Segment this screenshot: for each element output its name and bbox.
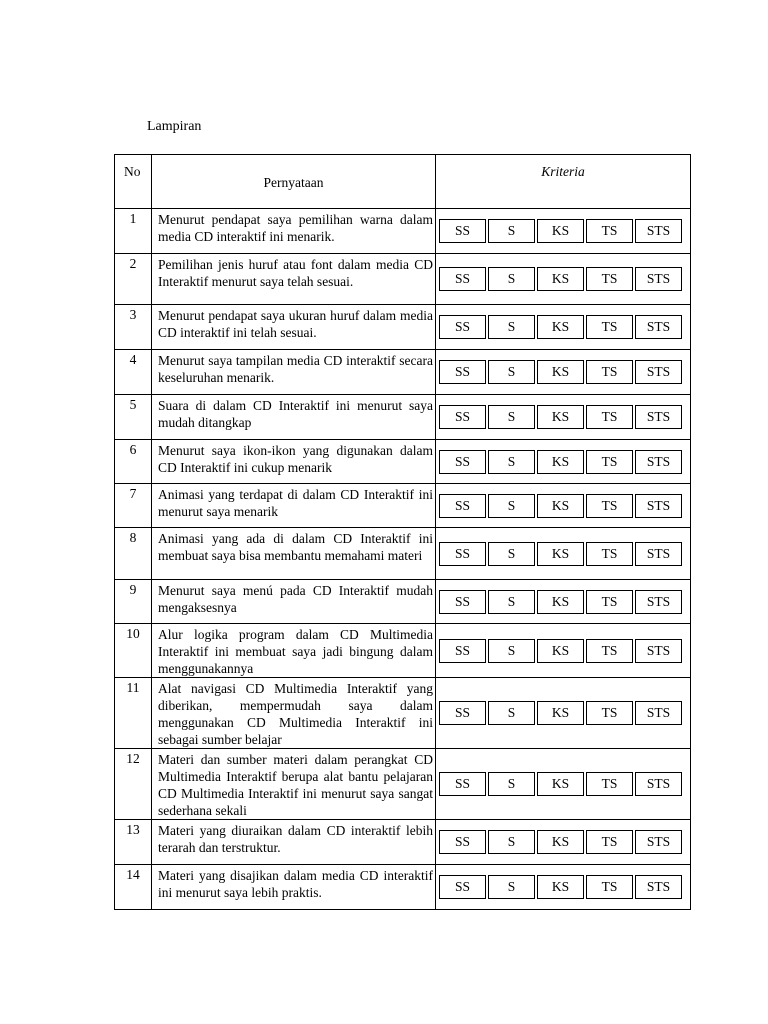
option-box-s[interactable]: S (488, 542, 535, 566)
row-number: 13 (115, 820, 152, 865)
row-number: 9 (115, 580, 152, 624)
row-number: 14 (115, 865, 152, 910)
criteria-cell (436, 209, 691, 254)
criteria-cell (436, 350, 691, 395)
question-row (115, 440, 691, 484)
option-box-s[interactable]: S (488, 267, 535, 291)
option-box-s[interactable]: S (488, 875, 535, 899)
statement-text: Animasi yang ada di dalam CD Interaktif ini membuat saya bisa membantu memahami materi (152, 528, 436, 580)
option-box-ks[interactable]: KS (537, 315, 584, 339)
option-box-ks[interactable]: KS (537, 875, 584, 899)
questionnaire-table (114, 154, 691, 910)
row-number: 3 (115, 305, 152, 350)
row-number: 4 (115, 350, 152, 395)
criteria-cell (436, 305, 691, 350)
question-row (115, 820, 691, 865)
statement-text: Alur logika program dalam CD Multimedia Interaktif ini membuat saya jadi bingung dalam menggunakannya (152, 624, 436, 678)
option-box-s[interactable]: S (488, 590, 535, 614)
option-box-ts[interactable]: TS (586, 450, 633, 474)
option-box-ss[interactable]: SS (439, 590, 486, 614)
option-box-s[interactable]: S (488, 450, 535, 474)
option-box-sts[interactable]: STS (635, 219, 682, 243)
option-box-sts[interactable]: STS (635, 405, 682, 429)
option-box-ks[interactable]: KS (537, 494, 584, 518)
criteria-cell (436, 528, 691, 580)
option-box-ss[interactable]: SS (439, 772, 486, 796)
statement-text: Animasi yang terdapat di dalam CD Interaktif ini menurut saya menarik (152, 484, 436, 528)
option-box-ts[interactable]: TS (586, 494, 633, 518)
option-box-sts[interactable]: STS (635, 494, 682, 518)
option-box-ks[interactable]: KS (537, 450, 584, 474)
question-row (115, 484, 691, 528)
question-row (115, 865, 691, 910)
option-box-ts[interactable]: TS (586, 875, 633, 899)
row-number: 7 (115, 484, 152, 528)
criteria-options (436, 542, 690, 566)
statement-text: Menurut saya ikon-ikon yang digunakan dalam CD Interaktif ini cukup menarik (152, 440, 436, 484)
option-box-ts[interactable]: TS (586, 772, 633, 796)
question-row (115, 528, 691, 580)
criteria-options (436, 701, 690, 725)
option-box-sts[interactable]: STS (635, 360, 682, 384)
option-box-ss[interactable]: SS (439, 701, 486, 725)
row-number: 6 (115, 440, 152, 484)
row-number: 2 (115, 254, 152, 305)
option-box-ts[interactable]: TS (586, 219, 633, 243)
option-box-ts[interactable]: TS (586, 360, 633, 384)
header-no: No (115, 155, 152, 209)
header-criteria: Kriteria (436, 155, 691, 209)
option-box-ts[interactable]: TS (586, 542, 633, 566)
criteria-cell (436, 865, 691, 910)
option-box-ks[interactable]: KS (537, 639, 584, 663)
option-box-ss[interactable]: SS (439, 639, 486, 663)
question-row (115, 350, 691, 395)
criteria-cell (436, 624, 691, 678)
criteria-options (436, 590, 690, 614)
criteria-options (436, 639, 690, 663)
criteria-options (436, 772, 690, 796)
criteria-options (436, 450, 690, 474)
option-box-ks[interactable]: KS (537, 360, 584, 384)
option-box-ks[interactable]: KS (537, 772, 584, 796)
option-box-ts[interactable]: TS (586, 315, 633, 339)
option-box-sts[interactable]: STS (635, 450, 682, 474)
statement-text: Menurut pendapat saya pemilihan warna dalam media CD interaktif ini menarik. (152, 209, 436, 254)
statement-text: Materi yang diuraikan dalam CD interaktif lebih terarah dan terstruktur. (152, 820, 436, 865)
option-box-s[interactable]: S (488, 772, 535, 796)
criteria-options (436, 405, 690, 429)
criteria-cell (436, 484, 691, 528)
header-row (115, 155, 691, 209)
option-box-s[interactable]: S (488, 639, 535, 663)
option-box-ks[interactable]: KS (537, 219, 584, 243)
question-row (115, 624, 691, 678)
option-box-ss[interactable]: SS (439, 405, 486, 429)
option-box-ts[interactable]: TS (586, 830, 633, 854)
option-box-ss[interactable]: SS (439, 360, 486, 384)
statement-text: Alat navigasi CD Multimedia Interaktif yang diberikan, mempermudah saya dalam menggunakan CD Multimedia Interaktif ini sebagai sumber belajar (152, 678, 436, 749)
option-box-sts[interactable]: STS (635, 772, 682, 796)
option-box-ts[interactable]: TS (586, 701, 633, 725)
option-box-ss[interactable]: SS (439, 875, 486, 899)
option-box-ks[interactable]: KS (537, 701, 584, 725)
option-box-ts[interactable]: TS (586, 267, 633, 291)
criteria-options (436, 267, 690, 291)
option-box-ss[interactable]: SS (439, 267, 486, 291)
option-box-ks[interactable]: KS (537, 830, 584, 854)
criteria-options (436, 494, 690, 518)
question-row (115, 254, 691, 305)
criteria-options (436, 875, 690, 899)
question-row (115, 209, 691, 254)
criteria-cell (436, 440, 691, 484)
option-box-ss[interactable]: SS (439, 494, 486, 518)
option-box-ss[interactable]: SS (439, 315, 486, 339)
option-box-ks[interactable]: KS (537, 405, 584, 429)
question-row (115, 749, 691, 820)
row-number: 12 (115, 749, 152, 820)
option-box-ts[interactable]: TS (586, 639, 633, 663)
row-number: 5 (115, 395, 152, 440)
question-row (115, 678, 691, 749)
question-row (115, 305, 691, 350)
criteria-cell (436, 395, 691, 440)
question-row (115, 580, 691, 624)
statement-text: Materi yang disajikan dalam media CD interaktif ini menurut saya lebih praktis. (152, 865, 436, 910)
criteria-options (436, 360, 690, 384)
option-box-ts[interactable]: TS (586, 405, 633, 429)
option-box-ss[interactable]: SS (439, 830, 486, 854)
statement-text: Pemilihan jenis huruf atau font dalam media CD Interaktif menurut saya telah sesuai. (152, 254, 436, 305)
statement-text: Menurut pendapat saya ukuran huruf dalam media CD interaktif ini telah sesuai. (152, 305, 436, 350)
option-box-s[interactable]: S (488, 405, 535, 429)
option-box-sts[interactable]: STS (635, 875, 682, 899)
row-number: 11 (115, 678, 152, 749)
statement-text: Menurut saya tampilan media CD interaktif secara keseluruhan menarik. (152, 350, 436, 395)
option-box-sts[interactable]: STS (635, 701, 682, 725)
criteria-cell (436, 678, 691, 749)
option-box-s[interactable]: S (488, 315, 535, 339)
header-statement: Pernyataan (152, 155, 436, 209)
option-box-s[interactable]: S (488, 360, 535, 384)
option-box-ss[interactable]: SS (439, 542, 486, 566)
option-box-s[interactable]: S (488, 494, 535, 518)
criteria-cell (436, 749, 691, 820)
option-box-s[interactable]: S (488, 830, 535, 854)
option-box-s[interactable]: S (488, 701, 535, 725)
page-heading: Lampiran (147, 119, 202, 134)
option-box-s[interactable]: S (488, 219, 535, 243)
option-box-ss[interactable]: SS (439, 450, 486, 474)
option-box-ks[interactable]: KS (537, 590, 584, 614)
row-number: 10 (115, 624, 152, 678)
statement-text: Materi dan sumber materi dalam perangkat CD Multimedia Interaktif berupa alat bantu pelajaran CD Multimedia Interaktif ini menurut saya sangat sederhana sekali (152, 749, 436, 820)
criteria-cell (436, 580, 691, 624)
criteria-cell (436, 820, 691, 865)
row-number: 1 (115, 209, 152, 254)
statement-text: Suara di dalam CD Interaktif ini menurut saya mudah ditangkap (152, 395, 436, 440)
option-box-ks[interactable]: KS (537, 542, 584, 566)
criteria-options (436, 315, 690, 339)
option-box-ts[interactable]: TS (586, 590, 633, 614)
option-box-sts[interactable]: STS (635, 590, 682, 614)
option-box-ks[interactable]: KS (537, 267, 584, 291)
criteria-options (436, 219, 690, 243)
row-number: 8 (115, 528, 152, 580)
option-box-sts[interactable]: STS (635, 639, 682, 663)
question-row (115, 395, 691, 440)
criteria-options (436, 830, 690, 854)
statement-text: Menurut saya menú pada CD Interaktif mudah mengaksesnya (152, 580, 436, 624)
option-box-sts[interactable]: STS (635, 830, 682, 854)
option-box-ss[interactable]: SS (439, 219, 486, 243)
option-box-sts[interactable]: STS (635, 315, 682, 339)
option-box-sts[interactable]: STS (635, 267, 682, 291)
option-box-sts[interactable]: STS (635, 542, 682, 566)
criteria-cell (436, 254, 691, 305)
